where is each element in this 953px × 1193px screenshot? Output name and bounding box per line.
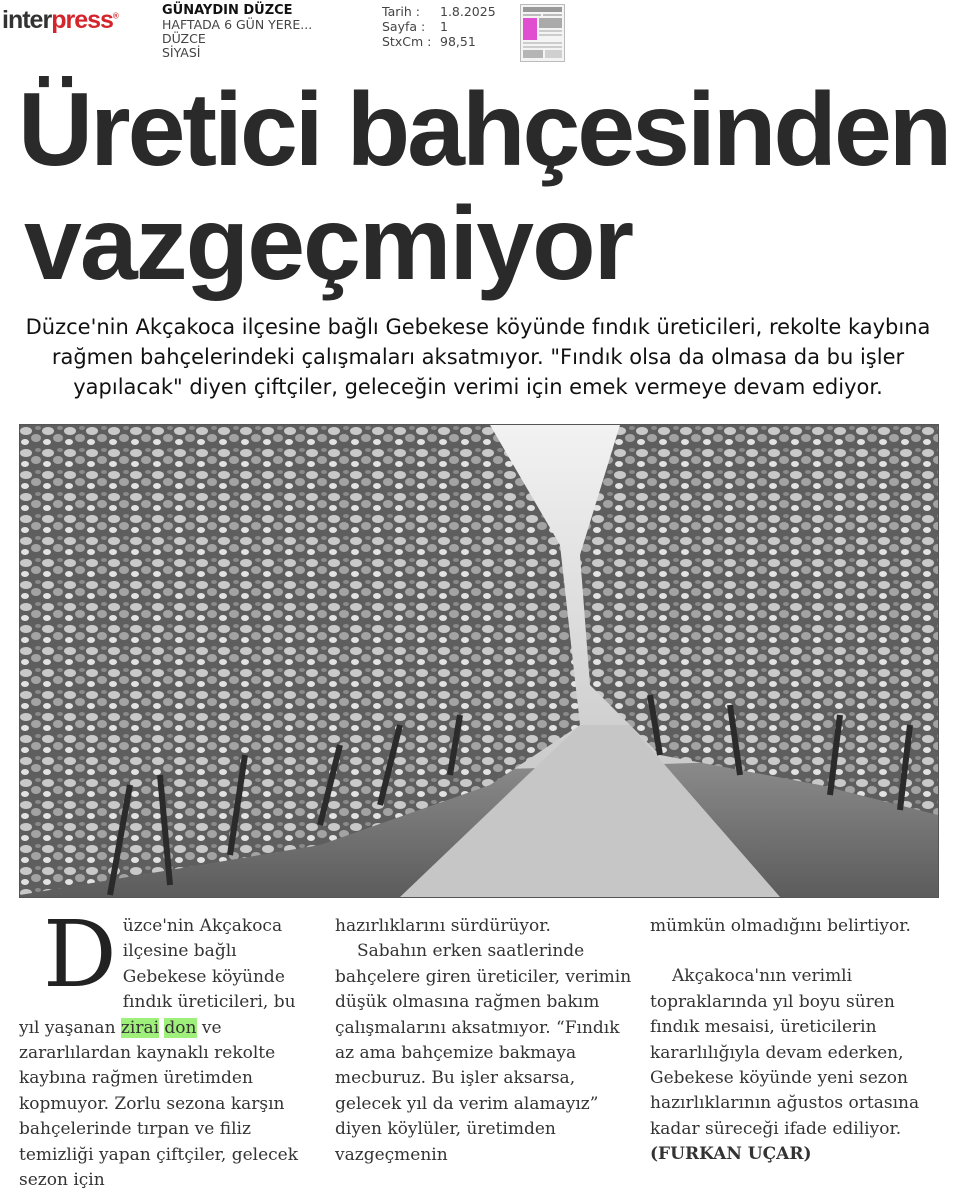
clipping-meta	[382, 4, 496, 49]
page-value: 1	[440, 19, 448, 34]
publication-section: SİYASİ	[162, 45, 201, 60]
article-headline	[18, 72, 948, 300]
article-deck: Düzce'nin Akçakoca ilçesine bağlı Gebekese köyünde fındık üreticileri, rekolte kaybına rağmen bahçelerindeki çalışmaları aksatmıyor. "Fındık olsa da olmasa da bu işler yapılacak" diyen çiftçiler, geleceğin verimi için emek vermeye devam ediyor.	[25, 315, 931, 399]
headline-line-1: Üretici bahçesinden	[18, 72, 950, 188]
col2-text-a: hazırlıklarını sürdürüyor.	[335, 916, 551, 936]
registered-mark: ®	[112, 11, 118, 21]
col1-text-b: ve zararlılardan kaynaklı rekolte kaybına rağmen üretimden kopmuyor. Zorlu sezona karşın bahçelerinde tırpan ve filiz temizliği yapan çiftçiler, gelecek sezon için	[19, 1017, 299, 1191]
article-column-1	[19, 901, 319, 1193]
headline-line-2: vazgeçmiyor	[24, 186, 633, 302]
col3-text-a: mümkün olmadığını belirtiyor.	[650, 916, 911, 936]
size-value: 98,51	[440, 34, 476, 49]
clipping-header	[0, 0, 953, 68]
logo-press: press	[51, 6, 113, 34]
paragraph-1	[19, 901, 319, 1193]
highlight-word-1: zirai	[120, 1017, 160, 1038]
publication-name: GÜNAYDIN DÜZCE	[162, 3, 293, 18]
size-label: StxCm :	[382, 34, 432, 49]
date-label: Tarih :	[382, 4, 420, 19]
article-column-3	[650, 914, 945, 1168]
page-label: Sayfa :	[382, 19, 426, 34]
date-value: 1.8.2025	[440, 4, 496, 19]
col2-text-b: Sabahın erken saatlerinde bahçelere giren üreticiler, verimin düşük olmasına rağmen bakım çalışmalarını aksatmıyor. “Fındık az ama bahçemize bakmaya mecburuz. Bu işler aksarsa, gelecek yıl da verim alamayız” diyen köylüler, üretimden vazgeçmenin	[335, 941, 632, 1165]
interpress-logo	[2, 6, 118, 35]
article-column-2	[335, 914, 635, 1168]
col1-text-a: üzce'nin Akçakoca ilçesine bağlı Gebekese köyünde fındık üreticileri, bu yıl yaşanan	[19, 916, 296, 1038]
page-thumbnail-image	[521, 5, 564, 61]
highlight-word-2: don	[164, 1017, 197, 1038]
byline: (FURKAN UÇAR)	[650, 1144, 812, 1165]
publication-frequency: HAFTADA 6 GÜN YERE...	[162, 17, 313, 32]
publication-region: DÜZCE	[162, 31, 206, 46]
hazelnut-orchard-photo	[19, 424, 939, 898]
page-thumbnail[interactable]	[520, 4, 565, 62]
logo-inter: inter	[2, 6, 52, 34]
publication-info	[162, 4, 312, 60]
orchard-image	[20, 425, 938, 897]
col3-text-b: Akçakoca'nın verimli topraklarında yıl boyu süren fındık mesaisi, üreticilerin kararlılığıyla devam ederken, Gebekese köyünde yeni sezon hazırlıklarının ağustos ortasına kadar süreceği ifade ediliyor.	[650, 966, 920, 1139]
drop-cap: D	[43, 901, 117, 1008]
